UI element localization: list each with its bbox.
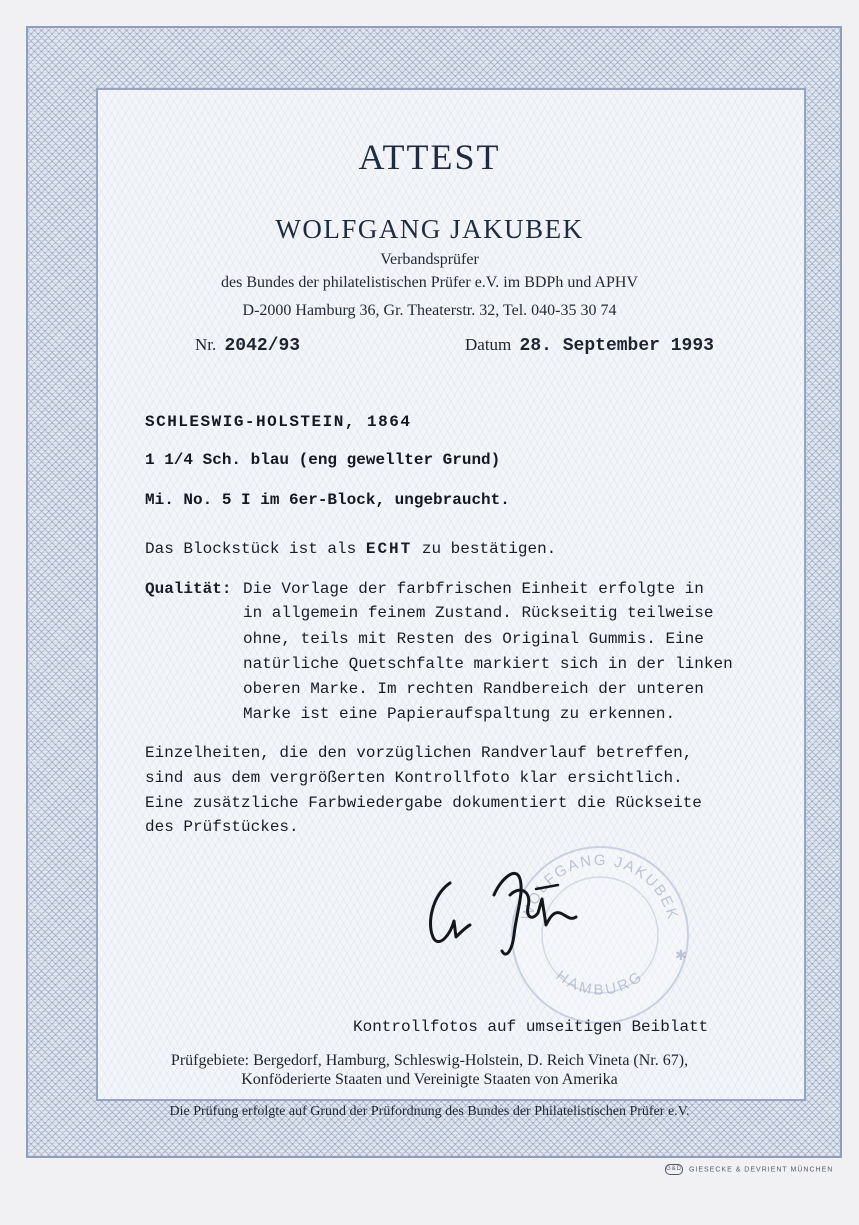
printer-name: GIESECKE & DEVRIENT MÜNCHEN: [688, 1166, 834, 1174]
printer-logo-icon: G&D: [665, 1164, 683, 1175]
seal-bottom-text: HAMBURG: [552, 967, 648, 999]
certificate-title: ATTEST: [358, 137, 501, 177]
details-line: sind aus dem vergrößerten Kontrollfoto klar ersichtlich.: [145, 769, 683, 787]
number-value: 2042/93: [224, 336, 301, 356]
verdict-prefix: Das Blockstück ist als: [145, 540, 357, 558]
quality-line: ohne, teils mit Resten des Original Gummis. Eine: [243, 630, 704, 648]
details-line: Eine zusätzliche Farbwiedergabe dokumentiert die Rückseite: [145, 794, 702, 812]
examiner-address: D-2000 Hamburg 36, Gr. Theaterstr. 32, Tel. 040-35 30 74: [242, 302, 617, 319]
certificate-date: [465, 335, 714, 356]
examiner-role: Verbandsprüfer: [380, 251, 479, 268]
control-photos-note: Kontrollfotos auf umseitigen Beiblatt: [353, 1018, 709, 1036]
printer-imprint: [665, 1164, 833, 1175]
details-line: Einzelheiten, die den vorzüglichen Randverlauf betreffen,: [145, 744, 693, 762]
stamp-issue: SCHLESWIG-HOLSTEIN, 1864: [145, 413, 412, 431]
quality-line: in allgemein feinem Zustand. Rückseitig teilweise: [243, 604, 714, 622]
seal-top-text: WOLFGANG JAKUBEK: [518, 851, 682, 923]
examination-areas: Prüfgebiete: Bergedorf, Hamburg, Schleswig-Holstein, D. Reich Vineta (Nr. 67),: [170, 1052, 689, 1069]
examiner-name: WOLFGANG JAKUBEK: [275, 214, 584, 244]
date-value: 28. September 1993: [519, 336, 714, 356]
verdict-word: ECHT: [365, 540, 413, 558]
examination-regulation: Die Prüfung erfolgte auf Grund der Prüfordnung des Bundes der Philatelistischen Prüfer e.V.: [169, 1104, 690, 1119]
quality-line: Die Vorlage der farbfrischen Einheit erfolgte in: [243, 580, 704, 598]
number-label: Nr.: [195, 335, 217, 354]
examiner-signature: [420, 855, 590, 965]
verdict-suffix: zu bestätigen.: [421, 540, 557, 558]
details-line: des Prüfstückes.: [145, 818, 299, 836]
examination-areas-continued: Konföderierte Staaten und Vereinigte Staaten von Amerika: [241, 1071, 618, 1088]
svg-text:✱: ✱: [675, 949, 687, 964]
certificate-number: [195, 335, 300, 356]
quality-line: Marke ist eine Papieraufspaltung zu erkennen.: [243, 705, 676, 723]
quality-label: Qualität:: [145, 580, 232, 598]
quality-line: natürliche Quetschfalte markiert sich in der linken: [243, 655, 733, 673]
stamp-catalogue: Mi. No. 5 I im 6er-Block, ungebraucht.: [145, 491, 510, 509]
verdict-line: [145, 540, 556, 558]
stamp-description: 1 1/4 Sch. blau (eng gewellter Grund): [145, 451, 501, 469]
examiner-association: des Bundes der philatelistischen Prüfer e.V. im BDPh und APHV: [220, 274, 638, 291]
date-label: Datum: [465, 335, 512, 354]
quality-line: oberen Marke. Im rechten Randbereich der unteren: [243, 680, 704, 698]
